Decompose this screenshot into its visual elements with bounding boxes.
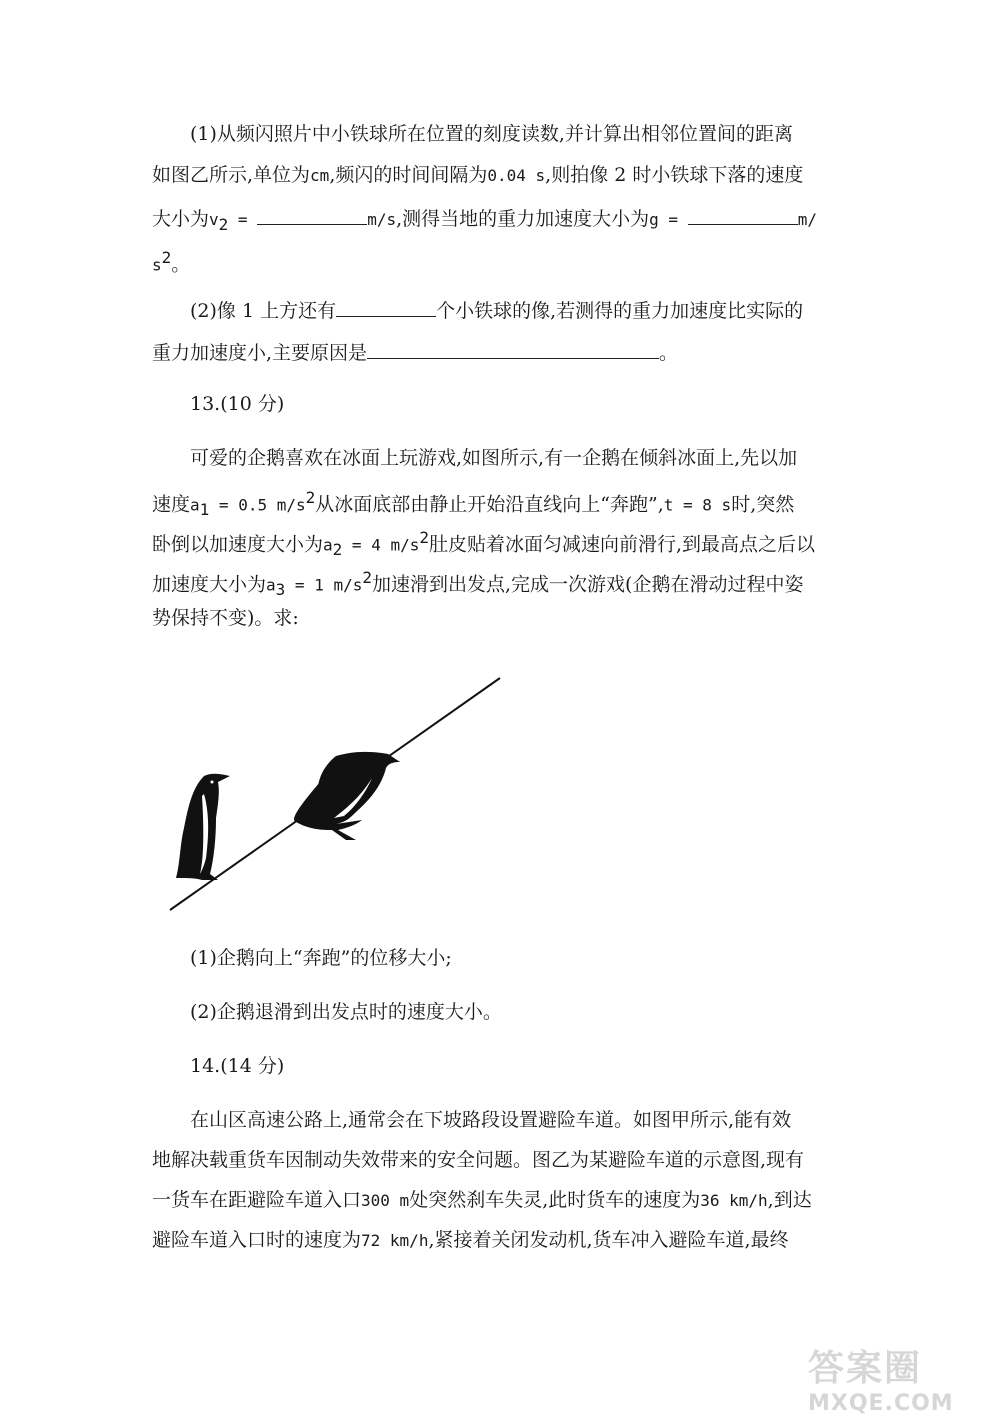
q12-part1-line2: 如图乙所示,单位为cm,频闪的时间间隔为0.04 s,则拍像 2 时小铁球下落的速度 (152, 164, 804, 186)
q14-line4: 避险车道入口时的速度为72 km/h,紧接着关闭发动机,货车冲入避险车道,最终 (152, 1229, 789, 1251)
q12-part2-line1: (2)像 1 上方还有 个小铁球的像,若测得的重力加速度比实际的 (152, 290, 803, 331)
watermark-text-small: MXQE.COM (808, 1391, 954, 1416)
answer-blank-count[interactable] (336, 290, 436, 317)
standing-penguin-icon (176, 774, 230, 880)
q13-header: 13.(10 分) (190, 393, 285, 415)
answer-blank-v2[interactable] (257, 198, 367, 225)
answer-blank-reason[interactable] (367, 332, 659, 359)
q13-line5: 势保持不变)。求: (152, 607, 299, 629)
q14-line3: 一货车在距避险车道入口300 m处突然刹车失灵,此时货车的速度为36 km/h,到达 (152, 1189, 812, 1211)
q14-line1: 在山区高速公路上,通常会在下坡路段设置避险车道。如图甲所示,能有效 (190, 1109, 792, 1131)
q14-header: 14.(14 分) (190, 1055, 285, 1077)
answer-blank-g[interactable] (688, 198, 798, 225)
q12-part2-line2: 重力加速度小,主要原因是 。 (152, 332, 678, 373)
q13-sub-question-2: (2)企鹅退滑到出发点时的速度大小。 (190, 1001, 502, 1023)
q13-line2: 速度$a_1 = 0.5$ $m/s^2$从冰面底部由静止开始沿直线向上“奔跑”,t = 8 s时,突然 (152, 488, 795, 520)
site-watermark (808, 1340, 988, 1416)
q12-part1-line4: $s^2$。 (152, 248, 191, 276)
q13-line4: 加速度大小为$a_3 = 1$ $m/s^2$加速滑到出发点,完成一次游戏(企鹅在滑动过程中姿 (152, 568, 804, 600)
sliding-penguin-icon (294, 752, 400, 840)
q14-line2: 地解决载重货车因制动失效带来的安全问题。图乙为某避险车道的示意图,现有 (152, 1149, 805, 1171)
q13-sub-question-1: (1)企鹅向上“奔跑”的位移大小; (190, 947, 452, 969)
q13-line3: 卧倒以加速度大小为$a_2 = 4$ $m/s^2$肚皮贴着冰面匀减速向前滑行,到最高点之后以 (152, 528, 816, 560)
q13-line1: 可爱的企鹅喜欢在冰面上玩游戏,如图所示,有一企鹅在倾斜冰面上,先以加 (190, 447, 798, 469)
q12-part1-line1: (1)从频闪照片中小铁球所在位置的刻度读数,并计算出相邻位置间的距离 (190, 123, 793, 145)
q12-part1-line3: 大小为$v_2 = m/s$,测得当地的重力加速度大小为g = m/ (152, 198, 817, 245)
penguin-slope-figure (160, 668, 510, 918)
watermark-text-big: 答案圈 (808, 1348, 923, 1389)
